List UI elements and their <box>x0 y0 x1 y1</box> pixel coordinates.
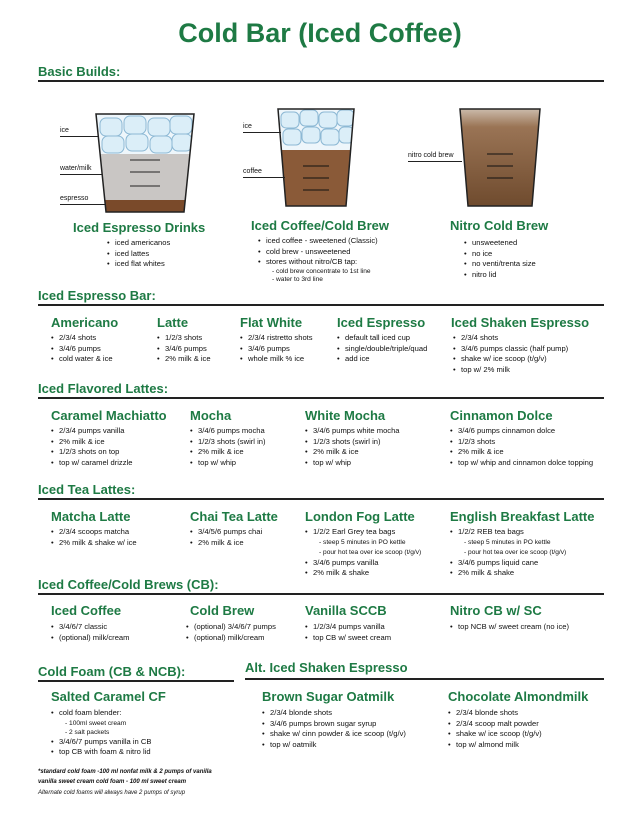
cup-label-leader <box>243 132 281 133</box>
list-item: • iced flat whites <box>107 259 170 270</box>
drink-name-caramel-machiatto: Caramel Machiatto <box>51 408 167 423</box>
chocolate-almondmilk-list <box>448 708 542 750</box>
iced-shaken-espresso-list <box>453 333 568 375</box>
list-item: • 2/3/4 shots <box>453 333 568 344</box>
list-item: • iced lattes <box>107 249 170 260</box>
iced-espresso-drinks-list <box>107 238 170 270</box>
cup-label-water-milk: water/milk <box>60 165 92 172</box>
cup-label-leader <box>60 204 106 205</box>
mocha-list <box>190 426 266 468</box>
note-vanilla-sweet-cream: vanilla sweet cream cold foam - 100 ml sweet cream <box>38 778 187 785</box>
section-divider <box>38 498 604 500</box>
nitro-cold-brew-cup-illustration <box>455 104 545 208</box>
list-item: • (optional) milk/cream <box>186 633 276 644</box>
list-item: • 2/3/4 blonde shots <box>262 708 406 719</box>
drink-name-nitro-cold-brew: Nitro Cold Brew <box>450 218 549 233</box>
list-item: • 3/4/6 pumps mocha <box>190 426 266 437</box>
drink-name-cold-brew: Cold Brew <box>190 603 255 618</box>
section-divider <box>38 304 604 306</box>
drink-name-salted-caramel-cf: Salted Caramel CF <box>51 689 166 704</box>
cold-brew-list <box>186 622 276 643</box>
iced-coffee-cup-illustration <box>273 104 359 208</box>
list-item: • 1/2/3 shots (swirl in) <box>190 437 266 448</box>
section-divider <box>38 593 604 595</box>
list-subitem: - pour hot tea over ice scoop (t/g/v) <box>319 548 422 556</box>
drink-name-iced-espresso: Iced Espresso <box>337 315 426 330</box>
caramel-machiatto-list <box>51 426 132 468</box>
list-item: • 2% milk & shake <box>450 568 566 579</box>
list-item: • 3/4/6 pumps vanilla <box>305 558 421 569</box>
drink-name-cinnamon-dolce: Cinnamon Dolce <box>450 408 553 423</box>
list-item: • single/double/triple/quad <box>337 344 427 355</box>
list-item: • iced americanos <box>107 238 170 249</box>
english-breakfast-latte-list <box>450 527 566 579</box>
list-item: • 2/3/4 scoops matcha <box>51 527 137 538</box>
list-item: • add ice <box>337 354 427 365</box>
flat-white-list <box>240 333 313 365</box>
drink-name-iced-coffee: Iced Coffee <box>51 603 122 618</box>
section-heading-iced-coffee-cold-brews: Iced Coffee/Cold Brews (CB): <box>38 577 219 592</box>
list-item: • stores without nitro/CB tap: <box>258 257 378 268</box>
salted-caramel-cf-list <box>51 708 151 758</box>
list-item: • 2/3/4 ristretto shots <box>240 333 313 344</box>
list-item: • top CB with foam & nitro lid <box>51 747 151 758</box>
list-item: • 2% milk & shake <box>305 568 421 579</box>
list-item: • 2% milk & shake w/ ice <box>51 538 137 549</box>
matcha-latte-list <box>51 527 137 548</box>
list-item: • 3/4/6 pumps liquid cane <box>450 558 566 569</box>
list-item: • top w/ whip and cinnamon dolce topping <box>450 458 593 469</box>
list-item: • top w/ whip <box>305 458 400 469</box>
iced-espresso-list <box>337 333 427 365</box>
section-divider <box>38 680 234 682</box>
drink-name-mocha: Mocha <box>190 408 232 423</box>
section-heading-cold-foam: Cold Foam (CB & NCB): <box>38 664 186 679</box>
list-subitem: - steep 5 minutes in PO kettle <box>319 538 406 546</box>
list-item: • shake w/ ice scoop (t/g/v) <box>448 729 542 740</box>
drink-name-latte: Latte <box>157 315 189 330</box>
list-item: • (optional) 3/4/6/7 pumps <box>186 622 276 633</box>
note-alternate-cold-foams: Alternate cold foams will always have 2 pumps of syrup <box>38 790 186 797</box>
list-item: • 3/4/6/7 pumps vanilla in CB <box>51 737 151 748</box>
list-item: • top w/ almond milk <box>448 740 542 751</box>
cup-label-ice: ice <box>60 127 69 134</box>
list-item: • 3/4/6 pumps <box>51 344 113 355</box>
list-item: • 2/3/4 scoop malt powder <box>448 719 542 730</box>
list-item: • 3/4/6 pumps brown sugar syrup <box>262 719 406 730</box>
list-item: • 2% milk & ice <box>157 354 211 365</box>
drink-name-chocolate-almondmilk: Chocolate Almondmilk <box>448 689 589 704</box>
list-item: • (optional) milk/cream <box>51 633 129 644</box>
list-item: • unsweetened <box>464 238 536 249</box>
list-subitem: - steep 5 minutes in PO kettle <box>464 538 551 546</box>
nitro-cb-w-sc-list <box>450 622 569 633</box>
section-heading-iced-espresso-bar: Iced Espresso Bar: <box>38 288 156 303</box>
nitro-cold-brew-list <box>464 238 536 280</box>
drink-name-white-mocha: White Mocha <box>305 408 386 423</box>
iced-coffee-cold-brew-list <box>258 236 378 285</box>
cup-label-espresso: espresso <box>60 195 89 202</box>
drink-name-iced-coffee-cold-brew: Iced Coffee/Cold Brew <box>251 218 389 233</box>
list-item: • 3/4/6 pumps <box>240 344 313 355</box>
list-item: • 1/2/2 REB tea bags <box>450 527 566 538</box>
drink-name-brown-sugar-oatmilk: Brown Sugar Oatmilk <box>262 689 395 704</box>
list-subitem: - 100ml sweet cream <box>65 719 127 727</box>
iced-coffee-list <box>51 622 129 643</box>
list-item: • 2% milk & ice <box>190 538 262 549</box>
list-item: • 1/2/2 Earl Grey tea bags <box>305 527 421 538</box>
chai-tea-latte-list <box>190 527 262 548</box>
list-subitem: - pour hot tea over ice scoop (t/g/v) <box>464 548 567 556</box>
vanilla-sccb-list <box>305 622 391 643</box>
drink-name-iced-shaken-espresso: Iced Shaken Espresso <box>451 315 590 330</box>
list-item: • 1/2/3/4 pumps vanilla <box>305 622 391 633</box>
drink-name-chai-tea-latte: Chai Tea Latte <box>190 509 278 524</box>
list-item: • 1/2/3 shots (swirl in) <box>305 437 400 448</box>
list-item: • no ice <box>464 249 536 260</box>
london-fog-latte-list <box>305 527 421 579</box>
list-item: • top NCB w/ sweet cream (no ice) <box>450 622 569 633</box>
section-divider <box>245 678 604 680</box>
list-item: • 3/4/6 pumps white mocha <box>305 426 400 437</box>
section-heading-iced-flavored-lattes: Iced Flavored Lattes: <box>38 381 169 396</box>
list-subitem: - 2 salt packets <box>65 728 110 736</box>
cup-label-leader <box>60 136 98 137</box>
list-item: • 2% milk & ice <box>305 447 400 458</box>
section-divider <box>38 80 604 82</box>
list-item: • shake w/ cinn powder & ice scoop (t/g/v) <box>262 729 406 740</box>
list-item: • top w/ caramel drizzle <box>51 458 132 469</box>
list-item: • 1/2/3 shots on top <box>51 447 132 458</box>
latte-list <box>157 333 211 365</box>
list-item: • 2/3/4 blonde shots <box>448 708 542 719</box>
list-item: • 2% milk & ice <box>450 447 593 458</box>
cup-label-ice: ice <box>243 123 252 130</box>
list-item: • top w/ 2% milk <box>453 365 568 376</box>
list-item: • nitro lid <box>464 270 536 281</box>
cup-label-leader <box>408 161 462 162</box>
list-item: • iced coffee - sweetened (Classic) <box>258 236 378 247</box>
list-item: • 2/3/4 shots <box>51 333 113 344</box>
section-divider <box>38 397 604 399</box>
cold-foam-notes <box>38 768 212 799</box>
section-heading-basic-builds: Basic Builds: <box>38 64 121 79</box>
list-item: • top w/ whip <box>190 458 266 469</box>
cup-label-coffee: coffee <box>243 168 262 175</box>
list-item: • 1/2/3 shots <box>157 333 211 344</box>
list-item: • cold water & ice <box>51 354 113 365</box>
white-mocha-list <box>305 426 400 468</box>
list-subitem: - cold brew concentrate to 1st line <box>272 267 371 275</box>
cup-label-leader <box>60 174 102 175</box>
list-item: • whole milk % ice <box>240 354 313 365</box>
drink-name-nitro-cb-w-sc: Nitro CB w/ SC <box>450 603 542 618</box>
list-item: • 3/4/6/7 classic <box>51 622 129 633</box>
list-item: • 3/4/5/6 pumps chai <box>190 527 262 538</box>
drink-name-vanilla-sccb: Vanilla SCCB <box>305 603 387 618</box>
list-item: • 3/4/6 pumps classic (half pump) <box>453 344 568 355</box>
section-heading-iced-tea-lattes: Iced Tea Lattes: <box>38 482 136 497</box>
list-item: • 3/4/6 pumps <box>157 344 211 355</box>
americano-list <box>51 333 113 365</box>
brown-sugar-oatmilk-list <box>262 708 406 750</box>
page-title: Cold Bar (Iced Coffee) <box>178 18 462 48</box>
list-item: • 2% milk & ice <box>190 447 266 458</box>
list-item: • 3/4/6 pumps cinnamon dolce <box>450 426 593 437</box>
list-item: • 1/2/3 shots <box>450 437 593 448</box>
note-standard-cold-foam: *standard cold foam -100 ml nonfat milk & 2 pumps of vanilla <box>38 769 212 775</box>
iced-espresso-cup-illustration <box>90 108 200 214</box>
cup-label-nitro-cold-brew: nitro cold brew <box>408 152 454 159</box>
drink-name-americano: Americano <box>51 315 119 330</box>
drink-name-flat-white: Flat White <box>240 315 303 330</box>
list-item: • top CB w/ sweet cream <box>305 633 391 644</box>
list-item: • no venti/trenta size <box>464 259 536 270</box>
list-subitem: - water to 3rd line <box>272 276 323 284</box>
drink-name-iced-espresso-drinks: Iced Espresso Drinks <box>73 220 206 235</box>
list-item: • 2/3/4 pumps vanilla <box>51 426 132 437</box>
list-item: • shake w/ ice scoop (t/g/v) <box>453 354 568 365</box>
section-heading-alt-iced-shaken-espresso: Alt. Iced Shaken Espresso <box>245 660 408 675</box>
drink-name-matcha-latte: Matcha Latte <box>51 509 131 524</box>
list-item: • default tall iced cup <box>337 333 427 344</box>
cinnamon-dolce-list <box>450 426 593 468</box>
list-item: • cold foam blender: <box>51 708 151 719</box>
cup-label-leader <box>243 177 285 178</box>
list-item: • top w/ oatmilk <box>262 740 406 751</box>
list-item: • 2% milk & ice <box>51 437 132 448</box>
list-item: • cold brew - unsweetened <box>258 247 378 258</box>
drink-name-english-breakfast-latte: English Breakfast Latte <box>450 509 595 524</box>
drink-name-london-fog-latte: London Fog Latte <box>305 509 415 524</box>
